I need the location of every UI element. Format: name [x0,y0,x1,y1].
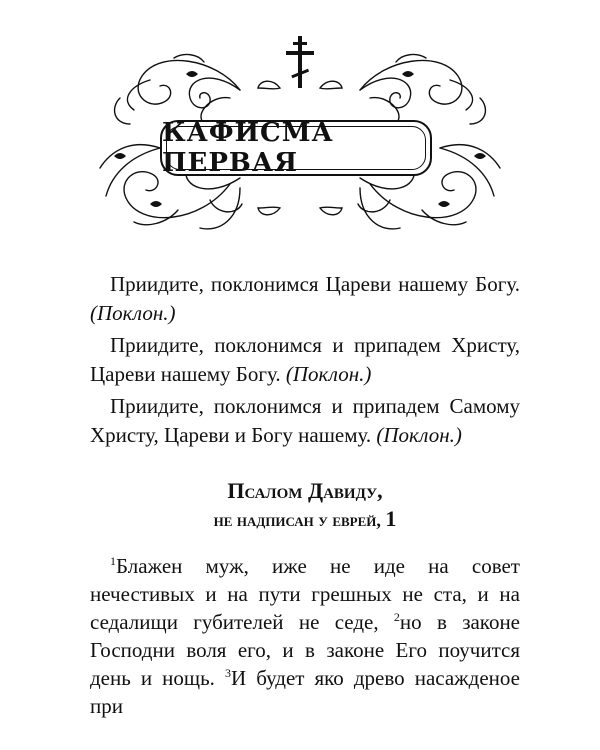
verse-number: 1 [110,554,116,568]
verse-text: Блажен муж, иже не иде на совет нечестивых и на пути грешных не ста, и на седалищи губителей не седе, [90,554,520,634]
prayer-line [90,270,520,328]
bow-note: (Поклон.) [376,423,462,447]
verse-number: 2 [393,610,400,624]
psalm-heading [90,476,520,533]
verse-text: но в законе Господни воля его, и в законе Его поучится день и нощь. [90,610,521,690]
psalm-subtitle-text: не надписан у еврей, [213,510,381,530]
psalm-number: 1 [385,506,397,531]
orthodox-cross-icon [286,36,314,88]
verse-text: И будет яко древо насажденое при [90,666,520,718]
psalm-verses [90,552,520,720]
prayer-line [90,331,520,389]
bow-note: (Поклон.) [90,301,176,325]
prayer-line [90,392,520,450]
prayer-text: Приидите, поклонимся Цареви нашему Богу. [110,272,520,296]
title-frame [160,120,432,176]
opening-prayers [90,270,520,453]
verse-number: 3 [224,666,231,680]
prayer-text: Приидите, поклонимся и припадем Самому Христу, Цареви и Богу нашему. [90,394,520,447]
prayer-text: Приидите, поклонимся и припадем Христу, Цареви нашему Богу. [90,333,520,386]
bow-note: (Поклон.) [285,362,372,386]
psalm-title: Псалом Давиду, [227,478,383,503]
psalm-subtitle [90,506,520,533]
kathisma-title: КАФИСМА ПЕРВАЯ [162,118,334,178]
